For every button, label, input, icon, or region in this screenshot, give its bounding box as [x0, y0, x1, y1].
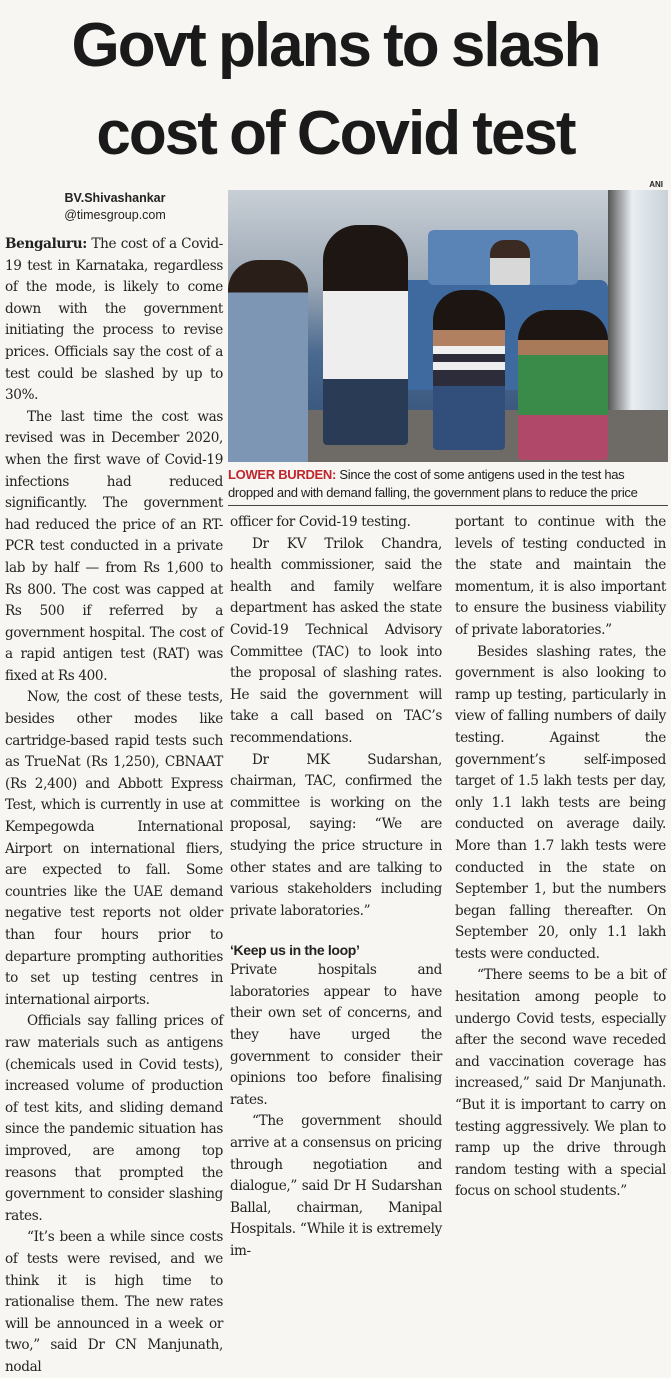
dateline: Bengaluru:	[5, 236, 87, 252]
article-column-3	[455, 512, 666, 1203]
article-paragraph: “It’s been a while since costs of tests were revised, and we think it is high time to rationalise them. The new rates will be announced in a week or two,” said Dr CN Manjunath, nodal	[5, 1229, 223, 1375]
article-paragraph: Now, the cost of these tests, besides other modes like cartridge-based rapid tests such as TrueNat (Rs 1,250), CBNAAT (Rs 2,400) and Abbott Express Test, which is currently in use at Kempegowda International Airport on international fliers, are expected to fall. Some countries like the UAE demand negative test reports not older than four hours prior to departure prompting authorities to set up testing centres in international airports.	[5, 689, 223, 1008]
article-paragraph: The last time the cost was revised was in December 2020, when the first wave of Covid-19 infections had reduced significantly. The government had reduced the price of an RT-PCR test conducted in a private lab by half — from Rs 1,600 to Rs 800. The cost was capped at Rs 500 if referred by a government hospital. The cost of a rapid antigen test (RAT) was fixed at Rs 400.	[5, 408, 223, 684]
article-paragraph: Dr KV Trilok Chandra, health commissioner, said the health and family welfare department has asked the state Covid-19 Technical Advisory Committee (TAC) to look into the proposal of slashing rates. He said the government will take a call based on TAC’s recommendations.	[230, 535, 442, 746]
health-worker-woman	[323, 225, 408, 445]
article-paragraph: Besides slashing rates, the government is also looking to ramp up testing, particularly in view of falling numbers of daily testing. Against the government’s self-imposed target of 1.5 lakh tests per day, only 1.1 lakh tests are being conducted on average daily. More than 1.7 lakh tests were conducted in the state on September 1, but the numbers began falling thereafter. On September 20, only 1.1 lakh tests were conducted.	[455, 643, 666, 962]
seated-woman	[518, 310, 608, 460]
article-paragraph: “There seems to be a bit of hesitation among people to undergo Covid tests, especially after the second wave receded and vaccination coverage has increased,” said Dr Manjunath. “But it is important to carry on testing aggressively. We plan to ramp up the drive through random testing with a special focus on school students.”	[455, 967, 666, 1200]
headline-line-1	[0, 2, 671, 90]
byline-name: BV.Shivashankar	[64, 191, 166, 205]
paragraph-text: The cost of a Covid-19 test in Karnataka, regardless of the mode, is likely to come down with the government initiating the process to revise prices. Officials say the cost of a test could be slashed by up to 30%.	[5, 236, 223, 404]
news-photo	[228, 190, 668, 462]
article-column-1	[5, 234, 223, 1378]
article-paragraph: “The government should arrive at a consensus on pricing through negotiation and dialogue,” said Dr H Sudarshan Ballal, chairman, Manipal Hospitals. “While it is extremely im-	[230, 1113, 442, 1259]
article-paragraph: Officials say falling prices of raw materials such as antigens (chemicals used in Covid tests), increased volume of production of test kits, and sliding demand since the pandemic situation has improved, are among top reasons that prompted the government to consider slashing rates.	[5, 1013, 223, 1224]
article-paragraph: officer for Covid-19 testing.	[230, 514, 411, 530]
photo-credit: ANI	[649, 180, 663, 189]
passenger-background	[490, 240, 530, 285]
subheading: ‘Keep us in the loop’	[230, 942, 360, 959]
byline	[10, 190, 220, 224]
article-paragraph: Dr MK Sudarshan, chairman, TAC, confirmed the committee is working on the proposal, saying: “We are studying the price structure in other states and are talking to various stakeholders including private laboratories.”	[230, 751, 442, 919]
caption-text: Since the cost of some antigens used in the test has dropped and with demand falling, the government plans to reduce the price	[228, 467, 638, 500]
headline-line-2	[0, 90, 671, 178]
headline-text-2: cost of Covid test	[96, 99, 575, 168]
caption-kicker: LOWER BURDEN:	[228, 467, 337, 482]
woman-being-tested	[433, 290, 505, 450]
photo-caption	[228, 466, 668, 506]
health-worker-man	[228, 260, 308, 462]
article-column-2	[230, 512, 442, 1263]
article-paragraph: Private hospitals and laboratories appear to have their own set of concerns, and they have urged the government to consider their opinions too before finalising rates.	[230, 962, 442, 1108]
article-paragraph	[5, 234, 223, 407]
article-paragraph: portant to continue with the levels of testing conducted in the state and maintain the momentum, it is also important to ensure the business viability of private laboratories.”	[455, 514, 666, 638]
byline-email: @timesgroup.com	[64, 208, 166, 222]
headline-text-1: Govt plans to slash	[71, 11, 600, 80]
